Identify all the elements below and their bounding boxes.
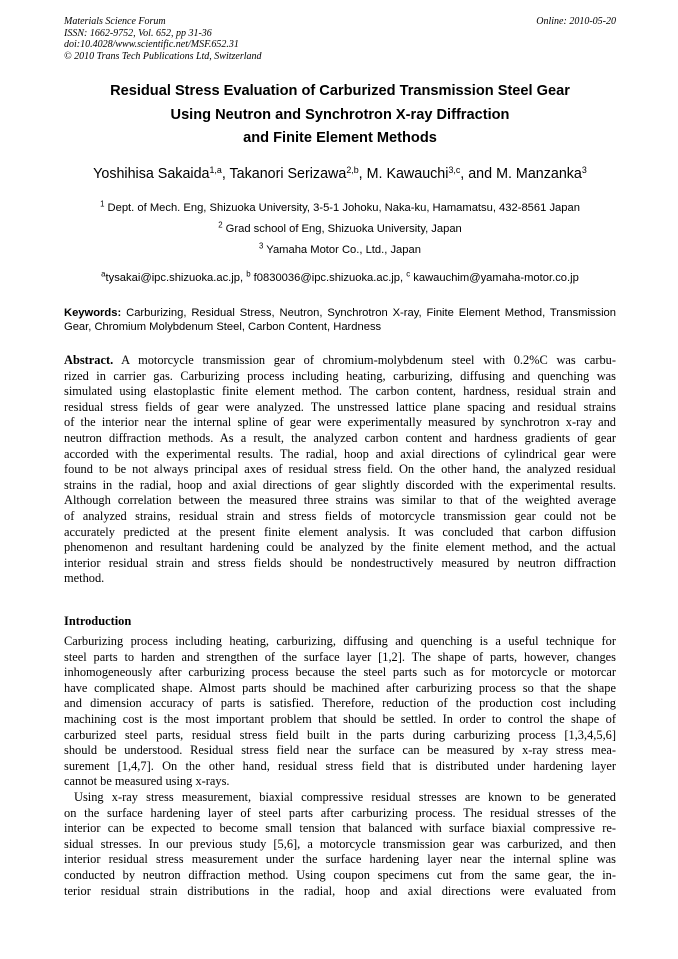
abstract-line: of the interior near the internal spline of gear were experimentally measured by synchrotron x-ray and xyxy=(64,415,616,430)
affiliation xyxy=(64,220,616,235)
intro-line: interior can be expected to become small tension that balanced with surface biaxial compressive re- xyxy=(64,821,616,836)
intro-line: steel parts to harden and strengthen of the surface layer [1,2]. The shape of parts, however, changes xyxy=(64,649,616,664)
abstract-line: of analyzed strains, residual strain and stress fields of motorcycle transmission gear could not be xyxy=(64,508,616,523)
author-list xyxy=(60,166,620,182)
affiliation-text: Dept. of Mech. Eng, Shizuoka University, 3-5-1 Johoku, Naka-ku, Hamamatsu, 432-8561 Japan xyxy=(104,202,580,214)
intro-line: conducted by neutron diffraction method. Using coupon specimens cut from the same gear, the in- xyxy=(64,867,616,882)
online-date: Online: 2010-05-20 xyxy=(536,16,616,27)
abstract-line: found to be not always principal axes of residual stress field. On the other hand, the analyzed residual xyxy=(64,462,616,477)
abstract-line: neutron diffraction methods. As a result, the analyzed carbon content and hardness gradients of gear xyxy=(64,430,616,445)
author-affiliation-mark: 3 xyxy=(581,165,587,176)
journal-header xyxy=(64,16,616,62)
affiliation-mark: 2 xyxy=(218,220,223,230)
abstract-line: residual stress fields of gear were analyzed. The unstressed lattice plane spacing and residual strains xyxy=(64,399,616,414)
author-affiliation-mark: 1,a xyxy=(209,165,222,176)
intro-line: machining cost is the most important problem that should be settled. In order to control the shape of xyxy=(64,711,616,726)
journal-name: Materials Science Forum xyxy=(64,16,166,27)
intro-line: have complicated shape. Almost parts should be machined after carburizing process so that the shape xyxy=(64,680,616,695)
section-heading: Introduction xyxy=(64,614,132,628)
intro-line: inhomogeneously after carburizing process because the steel parts such as for motorcycle or motorcar xyxy=(64,665,616,680)
affiliation xyxy=(64,199,616,214)
paper-title xyxy=(64,80,616,151)
abstract-line: strains in the radial, hoop and axial directions of gear slightly discorded with the experimental results. xyxy=(64,477,616,492)
doi-line: doi:10.4028/www.scientific.net/MSF.652.31 xyxy=(64,39,239,50)
author-affiliation-mark: 3,c xyxy=(448,165,461,176)
affiliation-mark: 3 xyxy=(259,241,264,251)
title-line: Residual Stress Evaluation of Carburized Transmission Steel Gear xyxy=(110,83,570,99)
email-address: f0830036@ipc.shizuoka.ac.jp, xyxy=(250,272,407,284)
email-mark: a xyxy=(101,269,106,279)
copyright-line: © 2010 Trans Tech Publications Ltd, Switzerland xyxy=(64,50,262,62)
intro-line: Using x-ray stress measurement, biaxial compressive residual stresses are known to be generated xyxy=(74,789,616,804)
abstract-line: simulated using elastoplastic finite element method. The carbon content, hardness, residual strain and xyxy=(64,384,616,399)
author-separator: , xyxy=(358,166,367,182)
title-line: Using Neutron and Synchrotron X-ray Diffraction xyxy=(170,106,510,123)
affiliation xyxy=(64,241,616,256)
introduction-body xyxy=(64,634,616,899)
keywords xyxy=(64,307,616,334)
email-mark: c xyxy=(406,269,411,279)
title-line: and Finite Element Methods xyxy=(243,130,437,146)
intro-line: carburized steel parts, residual stress field built in the parts during carburizing process [1,3,4,5,6] xyxy=(64,727,616,742)
email-mark: b xyxy=(246,269,251,279)
intro-line: Carburizing process including heating, carburizing, diffusing and quenching is a useful technique for xyxy=(64,634,616,648)
abstract-line: phenomenon and resultant hardening could be analyzed by the finite element method, and the actual xyxy=(64,540,616,555)
abstract-line: method. xyxy=(64,571,105,586)
abstract-line: Although correlation between the measured three strains was similar to that of the weighted average xyxy=(64,493,616,508)
abstract-line-text: A motorcycle transmission gear of chromium-molybdenum steel with 0.2%C was carbu- xyxy=(113,353,616,367)
publication-info xyxy=(64,16,616,62)
abstract-line: interior residual strain and stress fields should be nondestructively measured by neutron diffraction xyxy=(64,555,616,570)
abstract xyxy=(64,353,616,587)
intro-line: on the surface hardening layer of steel parts after carburizing process. The residual stresses of the xyxy=(64,805,616,820)
keywords-label: Keywords: xyxy=(64,307,122,319)
issn-line: ISSN: 1662-9752, Vol. 652, pp 31-36 xyxy=(64,27,212,39)
keywords-text: Carburizing, Residual Stress, Neutron, Synchrotron X-ray, Finite Element Method, Transmission Gear, Chromium Molybdenum Steel, Carbon Content, Hardness xyxy=(64,307,616,333)
intro-line: sidual stresses. In our previous study [5,6], a motorcycle transmission gear was carburized, and then xyxy=(64,836,616,851)
author-separator: , xyxy=(221,166,230,182)
intro-line: terior residual strain distributions in the radial, hoop and axial directions were evaluated from xyxy=(64,883,616,898)
intro-line: interior residual stress measurement under the surface hardening layer near the internal spline was xyxy=(64,852,616,867)
abstract-line: rized in carrier gas. Carburizing process including heating, carburizing, diffusing and quenching was xyxy=(64,368,616,383)
email-address: tysakai@ipc.shizuoka.ac.jp, xyxy=(105,272,247,284)
author-name: M. Manzanka xyxy=(496,166,582,182)
affiliation-text: Yamaha Motor Co., Ltd., Japan xyxy=(263,244,421,256)
abstract-line: accorded with the experimental results. The radial, hoop and axial directions of cylindrical gear were xyxy=(64,446,616,461)
affiliation-text: Grad school of Eng, Shizuoka University, Japan xyxy=(222,223,462,235)
email-address: kawauchim@yamaha-motor.co.jp xyxy=(410,272,579,284)
abstract-label: Abstract. xyxy=(64,353,114,367)
intro-line: and dimension accuracy of parts is satisfied. Therefore, reduction of the production cost including xyxy=(64,696,616,711)
intro-line: cannot be measured using x-rays. xyxy=(64,774,230,789)
abstract-line: accurately predicted at the present finite element analysis. It was concluded that carbon diffusion xyxy=(64,524,616,539)
author-name: M. Kawauchi xyxy=(366,166,449,182)
intro-line: surement [1,4,7]. On the other hand, residual stress field that is distributed under hardening layer xyxy=(64,758,616,773)
author-affiliation-mark: 2,b xyxy=(346,165,359,176)
author-emails xyxy=(64,269,616,284)
abstract-line xyxy=(64,353,616,369)
author-name: Takanori Serizawa xyxy=(229,166,347,182)
intro-line: should be understood. Residual stress field near the surface can be measured by x-ray stress mea- xyxy=(64,743,616,758)
author-separator: , and xyxy=(460,166,497,182)
author-name: Yoshihisa Sakaida xyxy=(93,166,210,182)
affiliation-mark: 1 xyxy=(100,199,105,209)
